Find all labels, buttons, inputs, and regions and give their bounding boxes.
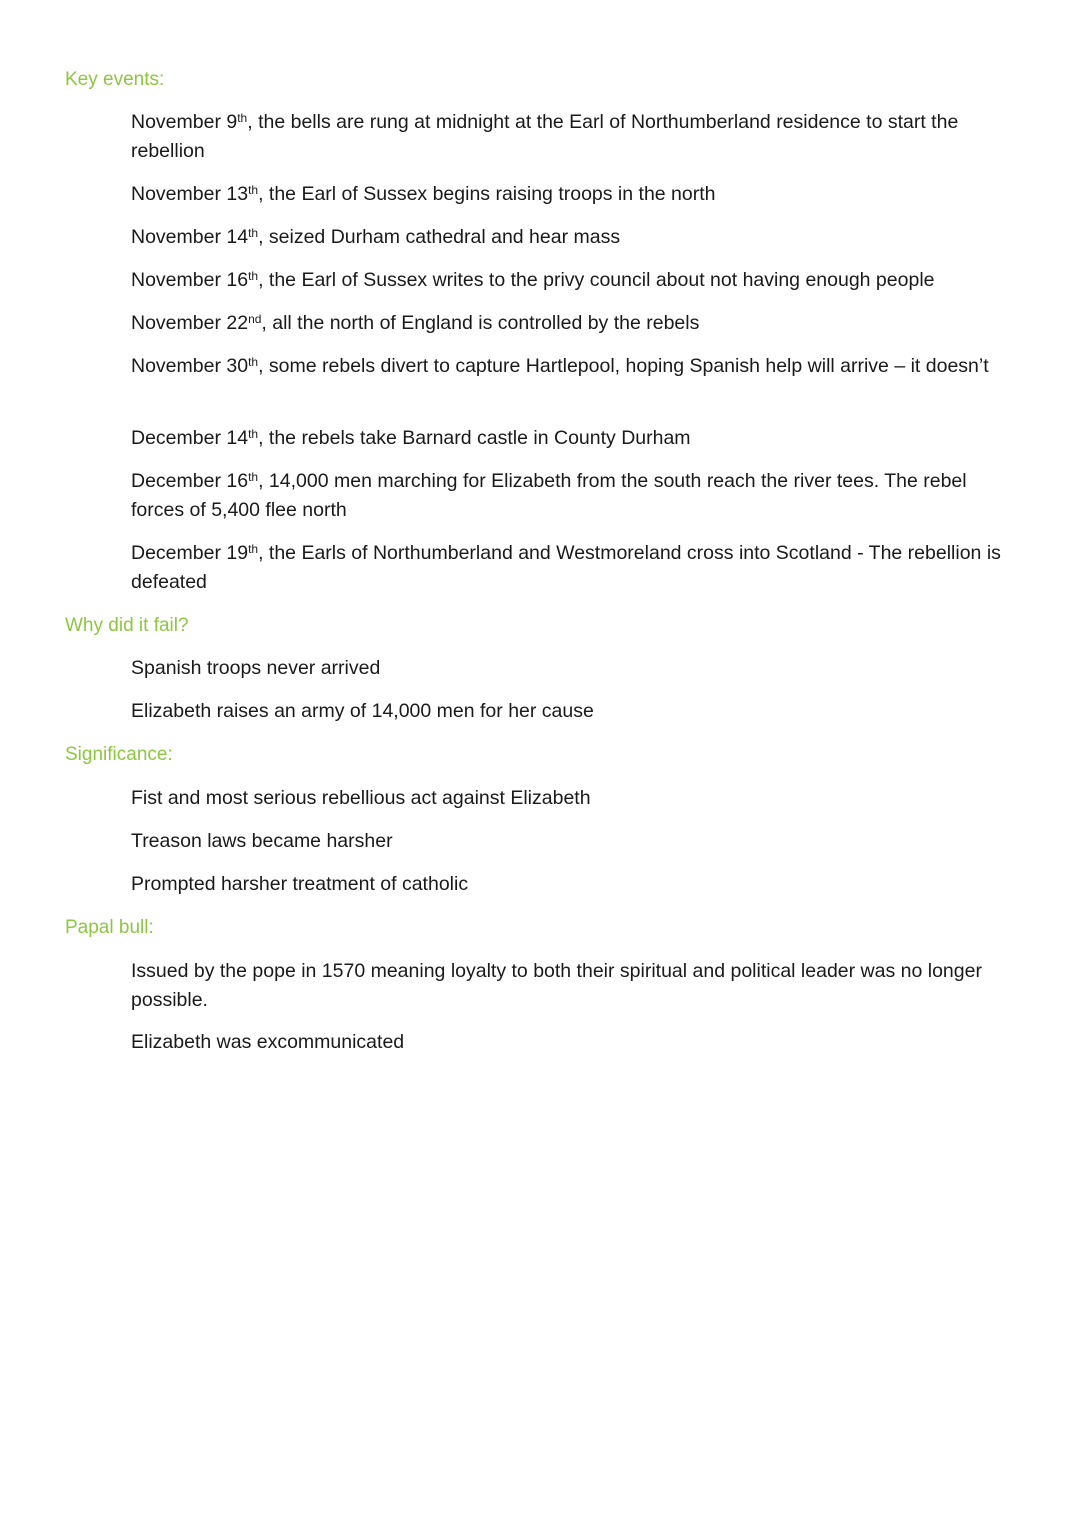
- key-event-date: December 14: [131, 427, 249, 449]
- date-suffix: th: [237, 110, 248, 125]
- why-fail-item: Spanish troops never arrived: [131, 657, 381, 679]
- key-event-text: , the bells are rung at midnight at the Earl of Northumberland residence to start the rebellion: [131, 111, 959, 162]
- key-event-text: , some rebels divert to capture Hartlepool, hoping Spanish help will arrive – it doesn’t: [258, 355, 989, 377]
- key-event-date: November 13: [131, 183, 249, 205]
- key-event-date: November 9: [131, 111, 238, 133]
- heading-why-did-it-fail: Why did it fail?: [65, 615, 189, 636]
- key-event-item: [131, 108, 1016, 166]
- key-event-item: [131, 309, 1016, 338]
- key-event-item: [131, 539, 1016, 597]
- heading-significance: Significance:: [65, 744, 173, 765]
- date-suffix: th: [248, 268, 259, 283]
- key-event-item: [131, 180, 1016, 209]
- key-event-date: November 16: [131, 269, 249, 291]
- key-event-item: [131, 223, 1016, 252]
- significance-item: Fist and most serious rebellious act against Elizabeth: [131, 787, 591, 809]
- key-event-text: , all the north of England is controlled by the rebels: [261, 312, 700, 334]
- date-suffix: th: [248, 541, 259, 556]
- key-event-text: , 14,000 men marching for Elizabeth from the south reach the river tees. The rebel forces of 5,400 flee north: [131, 470, 967, 521]
- papal-bull-item: Issued by the pope in 1570 meaning loyalty to both their spiritual and political leader was no longer possible.: [131, 960, 982, 1011]
- key-event-text: , the rebels take Barnard castle in County Durham: [258, 427, 691, 449]
- key-event-date: November 14: [131, 226, 249, 248]
- date-suffix: th: [248, 354, 259, 369]
- key-event-text: , the Earl of Sussex writes to the privy council about not having enough people: [258, 269, 935, 291]
- why-fail-item: Elizabeth raises an army of 14,000 men for her cause: [131, 700, 594, 722]
- significance-item: Prompted harsher treatment of catholic: [131, 873, 469, 895]
- key-event-date: November 30: [131, 355, 249, 377]
- date-suffix: th: [248, 182, 259, 197]
- key-event-item: [131, 352, 1016, 381]
- papal-bull-item: Elizabeth was excommunicated: [131, 1031, 405, 1053]
- heading-papal-bull: Papal bull:: [65, 917, 154, 938]
- key-event-date: December 16: [131, 470, 249, 492]
- heading-key-events: Key events:: [65, 69, 165, 90]
- key-event-item: [131, 266, 1016, 295]
- date-suffix: nd: [248, 311, 262, 326]
- key-event-date: December 19: [131, 542, 249, 564]
- key-event-text: , the Earl of Sussex begins raising troops in the north: [258, 183, 716, 205]
- significance-item: Treason laws became harsher: [131, 830, 393, 852]
- key-event-item: [131, 424, 1016, 453]
- date-suffix: th: [248, 469, 259, 484]
- key-event-date: November 22: [131, 312, 249, 334]
- key-event-text: , seized Durham cathedral and hear mass: [258, 226, 621, 248]
- key-event-text: , the Earls of Northumberland and Westmoreland cross into Scotland - The rebellion is defeated: [131, 542, 1001, 593]
- key-event-item: [131, 467, 1016, 525]
- date-suffix: th: [248, 426, 259, 441]
- date-suffix: th: [248, 225, 259, 240]
